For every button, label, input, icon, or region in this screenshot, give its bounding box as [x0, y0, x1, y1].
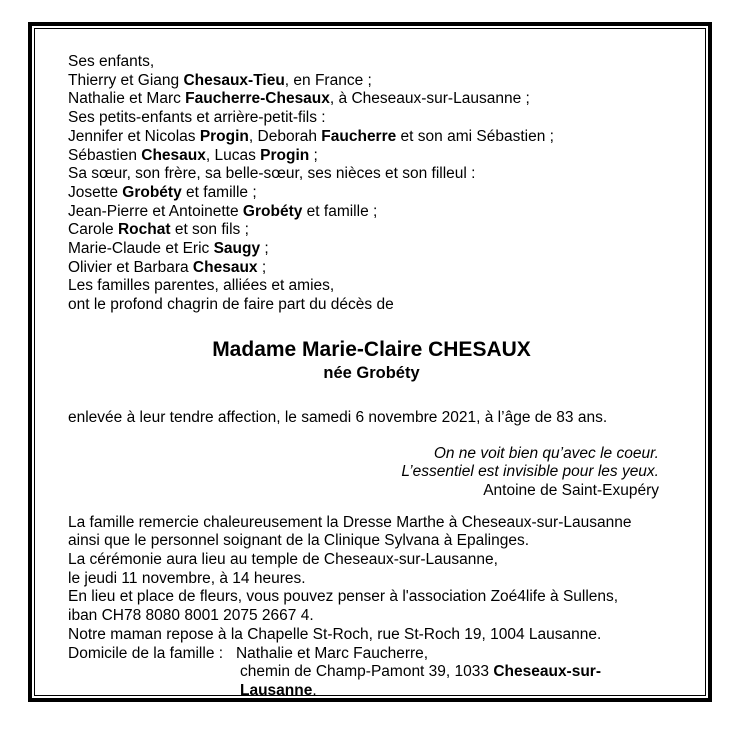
text-segment: ;: [260, 240, 269, 258]
text-line: [68, 626, 675, 645]
notice-inner-border: [34, 28, 706, 696]
text-segment: L’essentiel est invisible pour les yeux.: [401, 463, 659, 481]
text-segment: Ses petits-enfants et arrière-petit-fils :: [68, 109, 326, 127]
text-segment: , à Cheseaux-sur-Lausanne ;: [329, 90, 530, 108]
text-segment: et son ami Sébastien ;: [396, 127, 554, 145]
text-segment: Domicile de la famille : Nathalie et Marc Faucherre,: [68, 644, 429, 662]
text-segment: et famille ;: [181, 183, 257, 201]
text-line: [68, 109, 675, 128]
text-line: [68, 203, 675, 222]
text-segment: Marie-Claude et Eric: [68, 240, 214, 258]
text-segment: Progin: [260, 146, 310, 164]
text-segment: , Lucas: [205, 146, 261, 164]
text-line: [68, 607, 675, 626]
text-segment: Notre maman repose à la Chapelle St-Roch, rue St-Roch 19, 1004 Lausanne.: [68, 625, 602, 643]
text-line: [68, 532, 675, 551]
text-segment: Antoine de Saint-Exupéry: [483, 481, 659, 499]
text-segment: Chesaux: [192, 258, 258, 276]
text-line: [68, 221, 675, 240]
text-segment: Jennifer et Nicolas: [68, 127, 200, 145]
text-line: [68, 463, 659, 482]
text-segment: le jeudi 11 novembre, à 14 heures.: [68, 569, 306, 587]
text-segment: Grobéty: [242, 202, 303, 220]
text-segment: En lieu et place de fleurs, vous pouvez penser à l'association Zoé4life à Sullens,: [68, 588, 619, 606]
text-line: [68, 72, 675, 91]
text-segment: Josette: [68, 183, 123, 201]
text-line: [68, 277, 675, 296]
text-line: [68, 53, 675, 72]
text-segment: Grobéty: [122, 183, 182, 201]
text-line: [68, 645, 675, 664]
text-segment: Jean-Pierre et Antoinette: [68, 202, 243, 220]
text-segment: Les familles parentes, alliées et amies,: [68, 277, 335, 295]
text-line: [68, 165, 675, 184]
text-line: [68, 128, 675, 147]
practical-info-section: [68, 514, 675, 696]
text-segment: Rochat: [117, 221, 171, 239]
text-segment: Nathalie et Marc: [68, 90, 186, 108]
text-line: [68, 663, 675, 696]
text-line: [68, 551, 675, 570]
text-line: [68, 90, 675, 109]
text-segment: Olivier et Barbara: [68, 258, 193, 276]
text-segment: iban CH78 8080 8001 2075 2667 4.: [68, 607, 314, 625]
text-segment: On ne voit bien qu’avec le coeur.: [433, 444, 659, 462]
text-line: [68, 445, 659, 464]
deceased-name: Madame Marie-Claire CHESAUX: [212, 337, 531, 361]
text-line: [68, 588, 675, 607]
text-segment: et famille ;: [302, 202, 378, 220]
text-segment: Chesaux: [141, 146, 206, 164]
text-segment: ;: [309, 146, 318, 164]
text-segment: Sébastien: [68, 146, 142, 164]
deceased-title-block: [68, 337, 675, 383]
text-segment: La cérémonie aura lieu au temple de Cheseaux-sur-Lausanne,: [68, 551, 498, 569]
text-line: [68, 240, 675, 259]
text-line: [68, 514, 675, 533]
death-announcement-line: enlevée à leur tendre affection, le samedi 6 novembre 2021, à l’âge de 83 ans.: [68, 408, 608, 426]
family-members-section: [68, 53, 675, 315]
text-segment: Carole: [68, 221, 118, 239]
text-segment: Ses enfants,: [68, 53, 155, 70]
text-segment: Saugy: [213, 240, 261, 258]
text-segment: Cheseaux-sur-Lausanne: [240, 663, 602, 696]
text-segment: Thierry et Giang: [68, 71, 184, 89]
text-segment: ainsi que le personnel soignant de la Clinique Sylvana à Epalinges.: [68, 532, 530, 550]
text-segment: , en France ;: [284, 71, 372, 89]
text-segment: , Deborah: [248, 127, 322, 145]
text-line: [68, 482, 659, 501]
text-line: [68, 296, 675, 315]
text-segment: .: [312, 681, 317, 696]
text-segment: Progin: [199, 127, 249, 145]
text-segment: Chesaux-Tieu: [183, 71, 285, 89]
text-segment: Faucherre-Chesaux: [185, 90, 330, 108]
text-segment: ont le profond chagrin de faire part du décès de: [68, 296, 394, 314]
text-segment: ;: [257, 258, 267, 276]
text-segment: La famille remercie chaleureusement la Dresse Marthe à Cheseaux-sur-Lausanne: [68, 513, 632, 531]
memorial-quote: [68, 445, 659, 501]
text-line: [68, 147, 675, 166]
text-line: [68, 184, 675, 203]
notice-frame: [28, 22, 712, 702]
text-line: [68, 259, 675, 278]
maiden-name: née Grobéty: [323, 363, 420, 382]
text-line: [68, 570, 675, 589]
text-segment: Faucherre: [321, 127, 397, 145]
text-segment: Sa sœur, son frère, sa belle-sœur, ses nièces et son filleul :: [68, 165, 476, 183]
text-segment: chemin de Champ-Pamont 39, 1033: [240, 663, 494, 681]
text-segment: et son fils ;: [170, 221, 249, 239]
